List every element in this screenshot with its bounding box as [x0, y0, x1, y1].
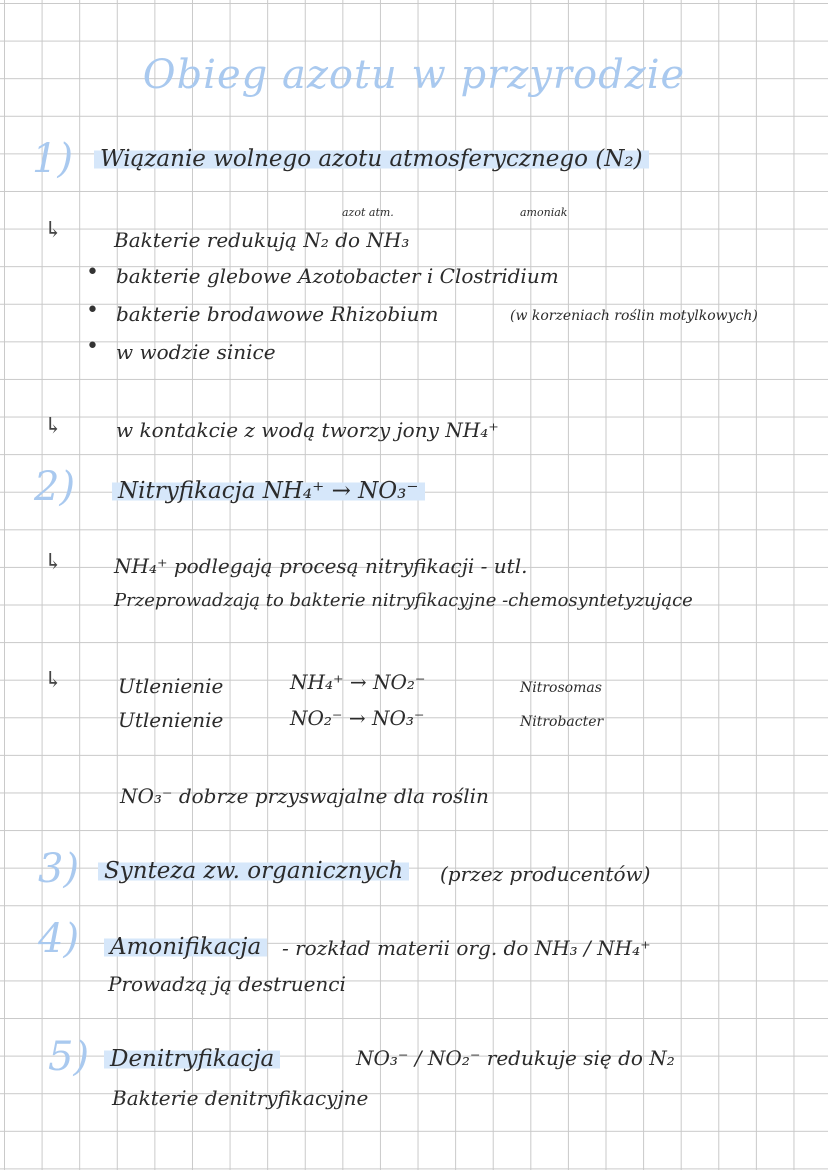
- section-5-line-2: Bakterie denitryfikacyjne: [112, 1086, 369, 1110]
- section-2-heading-text: Nitryfikacja NH₄⁺ → NO₃⁻: [112, 478, 425, 504]
- bullet-icon: •: [86, 260, 99, 285]
- bullet-icon: •: [86, 334, 99, 359]
- line-no3-przyswajalne: NO₃⁻ dobrze przyswajalne dla roślin: [120, 784, 489, 808]
- oxidation-2-label: Utlenienie: [118, 708, 224, 732]
- section-5-heading-text: Denitryfikacja: [104, 1046, 280, 1072]
- arrow-icon: ↳: [44, 550, 63, 575]
- arrow-icon: ↳: [44, 668, 63, 693]
- section-3-number: 3): [38, 846, 80, 892]
- line-kontakt-z-woda: w kontakcie z wodą tworzy jony NH₄⁺: [116, 418, 499, 442]
- line-nitryfikacja-2: Przeprowadzają to bakterie nitryfikacyjne -chemosyntetyzujące: [114, 590, 693, 611]
- oxidation-1-reaction: NH₄⁺ → NO₂⁻: [290, 670, 426, 694]
- page-title: Obieg azotu w przyrodzie: [142, 52, 686, 98]
- note-amoniak: amoniak: [520, 206, 568, 219]
- section-5-heading: [104, 1046, 280, 1072]
- line-bakterie-redukuja: Bakterie redukują N₂ do NH₃: [114, 228, 410, 252]
- section-4-heading: [104, 934, 267, 960]
- bullet-icon: •: [86, 298, 99, 323]
- note-azot-atm: azot atm.: [342, 206, 394, 219]
- bullet-item-2: bakterie brodawowe Rhizobium: [116, 302, 439, 326]
- section-5-number: 5): [48, 1034, 90, 1080]
- arrow-icon: ↳: [44, 218, 63, 243]
- oxidation-2-bacteria: Nitrobacter: [520, 714, 604, 730]
- oxidation-1-label: Utlenienie: [118, 674, 224, 698]
- line-nitryfikacja-1: NH₄⁺ podlegają procesą nitryfikacji - utl.: [114, 554, 528, 578]
- section-1-heading: [94, 146, 649, 172]
- section-1-number: 1): [32, 136, 74, 182]
- section-3-note: (przez producentów): [440, 862, 651, 886]
- section-2-number: 2): [34, 464, 76, 510]
- section-4-rest: - rozkład materii org. do NH₃ / NH₄⁺: [282, 936, 651, 960]
- oxidation-2-reaction: NO₂⁻ → NO₃⁻: [290, 706, 425, 730]
- bullet-item-2-note: (w korzeniach roślin motylkowych): [510, 308, 758, 324]
- arrow-icon: ↳: [44, 414, 63, 439]
- section-2-heading: [112, 478, 425, 504]
- oxidation-1-bacteria: Nitrosomas: [520, 680, 602, 696]
- bullet-item-1: bakterie glebowe Azotobacter i Clostridium: [116, 264, 559, 288]
- section-4-heading-text: Amonifikacja: [104, 934, 267, 960]
- section-3-heading-text: Synteza zw. organicznych: [98, 858, 409, 884]
- section-4-number: 4): [38, 916, 80, 962]
- section-1-heading-text: Wiązanie wolnego azotu atmosferycznego (N₂): [94, 146, 649, 172]
- section-3-heading: [98, 858, 409, 884]
- bullet-item-3: w wodzie sinice: [116, 340, 276, 364]
- section-5-rest: NO₃⁻ / NO₂⁻ redukuje się do N₂: [356, 1046, 675, 1070]
- section-4-line-2: Prowadzą ją destruenci: [108, 972, 346, 996]
